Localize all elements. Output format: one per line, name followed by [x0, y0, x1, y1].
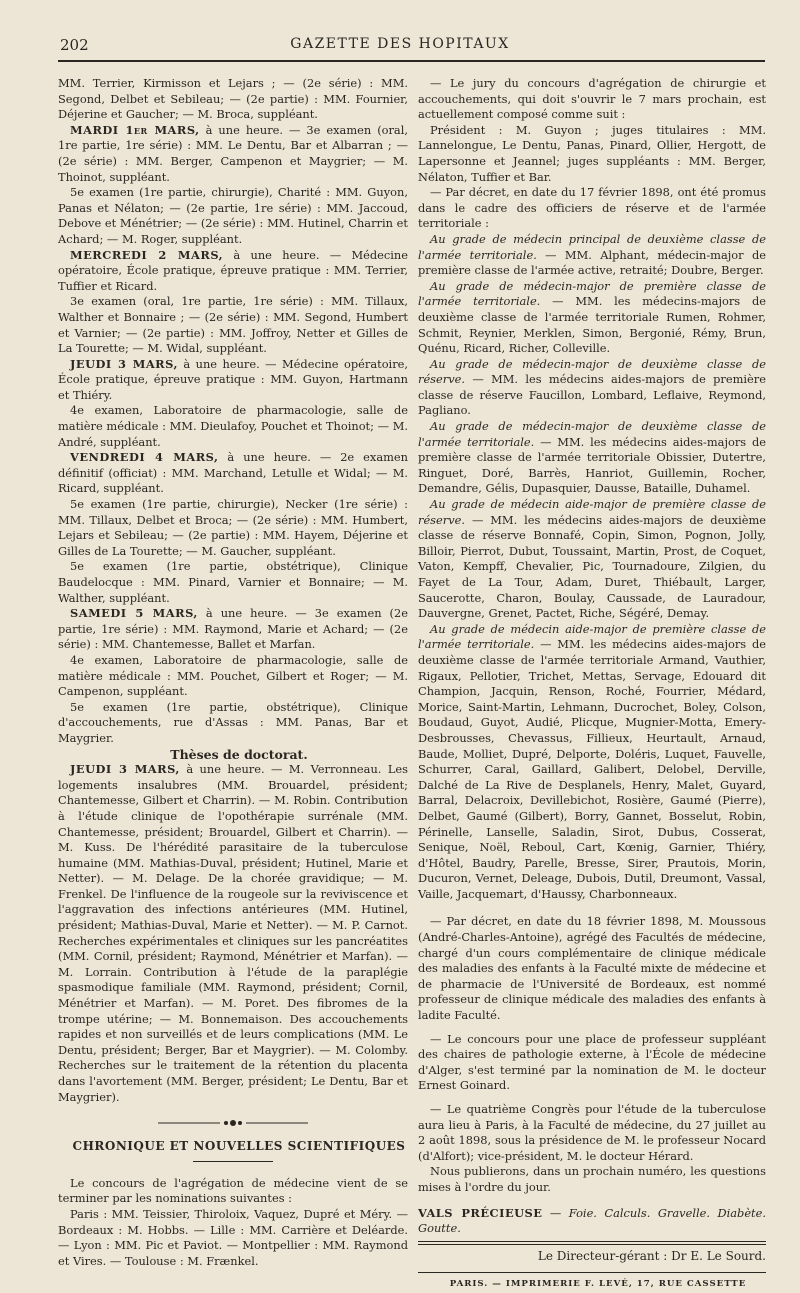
paragraph-text: — MM. les médecins aides-majors de deuxième classe de l'armée territoriale Armand, Vauthier, Rigaux, Pellotier, Trichet, Mettas, Servage, Edouard dit Champion, Jacquin, Renson, Roché, Fourrier, Médard, Morice, Saint-Martin, Lehmann, Ducrochet, Boley, Colson, Boudaud, Guyot, Audié, Plicque, Mugnier-Motta, Emery-Desbrousses, Chevassus, Fillieux, Heurtault, Arnaud, Baude, Molliet, Dupré, Delporte, Doléris, Luquet, Fauvelle, Schurrer, Caral, Gaillard, Galibert, Delobel, Derville, Dalché de La Rive de Desplanels, Henry, Malet, Guyard, Barral, Delacroix, Devillebichot, Rosière, Gaumé (Pierre), Delbet, Gaumé (Gilbert), Borry, Gannet, Bosselut, Robin, Périnelle, Lanselle, Saladin, Sirot, Dubus, Cosserat, Senique, Noël, Reboul, Cart, Kœnig, Garnier, Thiéry, d'Hôtel, Baudry, Parelle, Bresse, Sirer, Prautois, Morin, Ducuron, Vernet, Deleage, Dubois, Dutil, Dreumont, Vassal, Vaille, Jacquemart, d'Haussy, Charbonneaux.	[418, 637, 766, 901]
paragraph-text: — MM. les médecins-majors de deuxième classe de l'armée territoriale Rumen, Rohmer, Schmit, Reynier, Merklen, Simon, Bergonié, Rémy, Brun, Quénu, Ricard, Richer, Colleville.	[418, 294, 766, 356]
paragraph-text: — MM. Alphant, médecin-major de première classe de l'armée active, retraité; Doubre, Berger.	[418, 247, 766, 278]
paragraph: — Par décret, en date du 18 février 1898, M. Moussous (André-Charles-Antoine), agrégé des Facultés de médecine, chargé d'un cours complémentaire de clinique médicale des maladies des enfants à la Faculté mixte de médecine et de pharmacie de l'Université de Bordeaux, est nommé professeur de clinique médicale des maladies des enfants à ladite Faculté.	[418, 914, 766, 1023]
vals-brand: VALS PRÉCIEUSE	[418, 1205, 543, 1220]
paragraph	[418, 419, 766, 497]
paragraph: 4e examen, Laboratoire de pharmacologie, salle de matière médicale : MM. Pouchet, Gilbert et Roger; — M. Campenon, suppléant.	[58, 652, 408, 699]
paragraph	[58, 762, 408, 1105]
grade-heading: Au grade de médecin-major de deuxième classe de réserve.	[418, 356, 766, 387]
vals-text: — Foie. Calculs. Gravelle. Diabète. Goutte.	[418, 1205, 766, 1236]
paragraph-text: à une heure. — Médecine opératoire, École pratique, épreuve pratique : MM. Guyon, Hartmann et Thiéry.	[58, 356, 409, 402]
paragraph	[418, 232, 766, 279]
paragraph	[58, 248, 408, 295]
chronique-heading: CHRONIQUE ET NOUVELLES SCIENTIFIQUES	[72, 1139, 406, 1154]
paragraph-text: — MM. les médecins aides-majors de première classe de réserve Faucillon, Lombard, Leflaive, Reymond, Pagliano.	[418, 372, 766, 418]
imprint-rule	[418, 1272, 766, 1273]
paragraph	[58, 606, 408, 653]
paragraph: MM. Terrier, Kirmisson et Lejars ; — (2e série) : MM. Segond, Delbet et Sebileau; — (2e partie) : MM. Fournier, Déjerine et Gaucher; — M. Broca, suppléant.	[58, 76, 408, 122]
paragraph-text: à une heure. — 2e examen définitif (officiat) : MM. Marchand, Letulle et Widal; — M. Ricard, suppléant.	[58, 450, 408, 496]
header-rule	[58, 60, 765, 62]
short-rule	[193, 1161, 273, 1162]
paragraph-text: à une heure. — M. Verronneau. Les logements insalubres (MM. Brouardel, président; Chantemesse, Gilbert et Charrin). — M. Robin. Contribution à l'étude clinique de l'opothérapie surrénale (MM. Chantemesse, président; Brouardel, Gilbert et Charrin). — M. Kuss. De l'hérédité parasitaire de la tuberculose humaine (MM. Mathias-Duval, président; Hutinel, Marie et Netter). — M. Delage. De la chorée gravidique; — M. Frenkel. De l'influence de la rougeole sur la reviviscence et l'aggravation des infections antérieures (MM. Hutinel, président; Mathias-Duval, Marie et Netter). — M. P. Carnot. Recherches expérimentales et cliniques sur les pancréatites (MM. Cornil, président; Raymond, Ménétrier et Marfan). — M. Lorrain. Contribution à l'étude de la paraplégie spasmodique familiale (MM. Raymond, président; Cornil, Ménétrier et Marfan). — M. Poret. Des fibromes de la trompe utérine; — M. Bonnemaison. Des accouchements rapides et non surveillés et de leurs complications (MM. Le Dentu, président; Berger, Bar et Maygrier). — M. Colomby. Recherches sur le traitement de la rétention du placenta dans l'avortement (MM. Berger, président; Le Dentu, Bar et Maygrier).	[58, 762, 408, 1104]
imprint: PARIS. — IMPRIMERIE F. LEVÉ, 17, RUE CASSETTE	[449, 1279, 747, 1290]
grade-heading: Au grade de médecin aide-major de première classe de réserve.	[418, 497, 766, 527]
paragraph: — Par décret, en date du 17 février 1898, ont été promus dans le cadre des officiers de réserve et de l'armée territoriale :	[418, 185, 766, 231]
paragraph	[58, 123, 408, 185]
advertisement	[418, 1206, 766, 1237]
paragraph-text: à une heure. — Médecine opératoire, École pratique, épreuve pratique : MM. Terrier, Tuffier et Ricard.	[58, 247, 408, 293]
theses-heading: Thèses de doctorat.	[170, 746, 308, 762]
paragraph: Président : M. Guyon ; juges titulaires : MM. Lannelongue, Le Dentu, Panas, Pinard, Ollier, Hergott, de Lapersonne et Jeannel; juges suppléants : MM. Berger, Nélaton, Tuffier et Bar.	[418, 122, 766, 184]
day-heading: JEUDI 3 MARS,	[70, 356, 178, 371]
day-heading: SAMEDI 5 MARS,	[70, 606, 198, 621]
paragraph: Paris : MM. Teissier, Thiroloix, Vaquez, Dupré et Méry. — Bordeaux : M. Hobbs. — Lille : MM. Carrière et Deléarde. — Lyon : MM. Pic et Paviot. — Montpellier : MM. Raymond et Vires. — Toulouse : M. Frænkel.	[58, 1206, 408, 1268]
paragraph	[58, 450, 408, 497]
day-heading: VENDREDI 4 MARS,	[70, 450, 219, 465]
paragraph: Le concours de l'agrégation de médecine vient de se terminer par les nominations suivantes :	[58, 1175, 408, 1206]
day-heading: JEUDI 3 MARS,	[70, 762, 180, 777]
paragraph-text: — MM. les médecins aides-majors de deuxième classe de réserve Bonnafé, Copin, Simon, Pognon, Jolly, Billoir, Pierrot, Dubut, Toussaint, Martin, Prost, de Coquet, Vaton, Kempff, Chevalier, Pic, Tournadoure, Zilgien, du Fayet de La Tour, Adam, Duret, Thiébault, Larger, Saucerotte, Charon, Boulay, Caussade, de Lauradour, Dauvergne, Grenet, Pactet, Riche, Ségéré, Demay.	[418, 512, 766, 621]
paragraph-text: à une heure. — 3e examen (2e partie, 1re série) : MM. Raymond, Marie et Achard; — (2e série) : MM. Chantemesse, Ballet et Marfan.	[58, 606, 408, 652]
paragraph: Nous publierons, dans un prochain numéro, les questions mises à l'ordre du jour.	[418, 1164, 766, 1194]
grade-heading: Au grade de médecin principal de deuxième classe de l'armée territoriale.	[418, 231, 766, 262]
grade-heading: Au grade de médecin aide-major de première classe de l'armée territoriale.	[418, 621, 766, 652]
paragraph: 5e examen (1re partie, chirurgie), Charité : MM. Guyon, Panas et Nélaton; — (2e partie, 1re série) : MM. Jaccoud, Debove et Ménétrier; — (2e série) : MM. Hutinel, Charrin et Achard; — M. Roger, suppléant.	[58, 185, 408, 246]
day-heading: MERCREDI 2 MARS,	[70, 247, 224, 262]
paragraph: 3e examen (oral, 1re partie, 1re série) : MM. Tillaux, Walther et Bonnaire ; — (2e série) : MM. Segond, Humbert et Varnier; — (2e partie) : MM. Joffroy, Netter et Gilles de La Tourette; — M. Widal, suppléant.	[58, 294, 408, 356]
paragraph	[418, 622, 766, 903]
paragraph: 4e examen, Laboratoire de pharmacologie, salle de matière médicale : MM. Dieulafoy, Pouchet et Thoinot; — M. André, suppléant.	[58, 403, 408, 449]
grade-heading: Au grade de médecin-major de première classe de l'armée territoriale.	[418, 278, 766, 309]
running-head: GAZETTE DES HOPITAUX	[290, 36, 510, 52]
right-column	[418, 76, 766, 1293]
signature: Le Directeur-gérant : Dr E. Le Sourd.	[537, 1248, 766, 1263]
day-heading: MARDI 1er MARS,	[70, 122, 200, 137]
grade-heading: Au grade de médecin-major de deuxième classe de l'armée territoriale.	[418, 419, 766, 449]
paragraph: 5e examen (1re partie, obstétrique), Clinique d'accouchements, rue d'Assas : MM. Panas, Bar et Maygrier.	[58, 699, 408, 745]
paragraph	[418, 497, 766, 622]
paragraph-text: — MM. les médecins aides-majors de première classe de l'armée territoriale Obissier, Dutertre, Ringuet, Doré, Barrès, Hanriot, Guillemin, Rocher, Demandre, Gélis, Dupasquier, Dausse, Bataille, Duhamel.	[418, 434, 766, 496]
paragraph: 5e examen (1re partie, obstétrique), Clinique Baudelocque : MM. Pinard, Varnier et Bonnaire; — M. Walther, suppléant.	[58, 559, 408, 605]
paragraph: — Le quatrième Congrès pour l'étude de la tuberculose aura lieu à Paris, à la Faculté de médecine, du 27 juillet au 2 août 1898, sous la présidence de M. le professeur Nocard (d'Alfort); vice-président, M. le docteur Hérard.	[418, 1102, 766, 1163]
ornament-rule	[158, 1119, 308, 1127]
page-number: 202	[60, 36, 89, 54]
paragraph	[58, 357, 408, 404]
paragraph: — Le jury du concours d'agrégation de chirurgie et accouchements, qui doit s'ouvrir le 7 mars prochain, est actuellement composé comme suit :	[418, 76, 766, 122]
paragraph	[418, 279, 766, 357]
footer-rule	[418, 1241, 766, 1245]
left-column	[58, 76, 408, 1269]
paragraph: 5e examen (1re partie, chirurgie), Necker (1re série) : MM. Tillaux, Delbet et Broca; — (2e série) : MM. Humbert, Lejars et Sebileau; — (2e partie) : MM. Hayem, Déjerine et Gilles de La Tourette; — M. Gaucher, suppléant.	[58, 497, 408, 558]
paragraph	[418, 357, 766, 419]
paragraph-text: à une heure. — 3e examen (oral, 1re partie, 1re série) : MM. Le Dentu, Bar et Albarran ; — (2e série) : MM. Berger, Campenon et Maygrier; — M. Thoinot, suppléant.	[58, 122, 408, 184]
paragraph: — Le concours pour une place de professeur suppléant des chaires de pathologie externe, à l'École de médecine d'Alger, s'est terminé par la nomination de M. le docteur Ernest Goinard.	[418, 1031, 766, 1093]
